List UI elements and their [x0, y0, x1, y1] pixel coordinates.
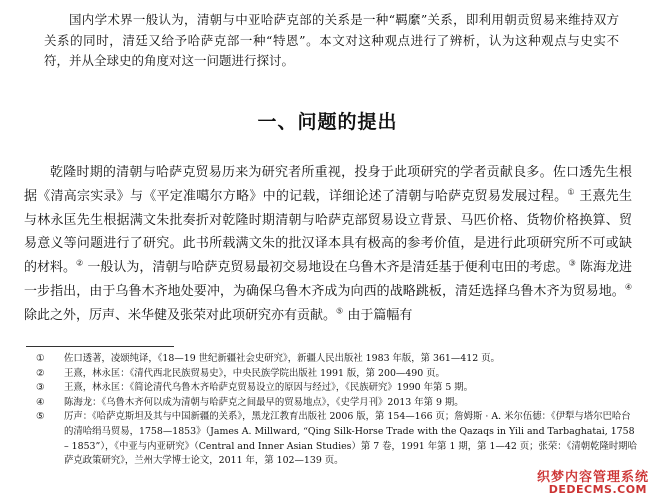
footnote-item [26, 396, 638, 411]
section-heading: 一、问题的提出 [257, 111, 398, 133]
footnote-number: ③ [36, 382, 45, 394]
footnote-text: 陈海龙：《乌鲁木齐何以成为清朝与哈萨克之间最早的贸易地点》，《史学月刊》2013 年第 9 期。 [64, 396, 464, 408]
footnote-text: 王熹，林永匡：《清代西北民族贸易史》，中央民族学院出版社 1991 版，第 200—490 页。 [64, 367, 445, 379]
body-paragraph [24, 161, 632, 328]
footnote-number: ① [36, 353, 45, 364]
watermark-url: DEDECMS.COM [548, 483, 647, 496]
footnote-number: ⑤ [36, 411, 45, 423]
footnote-text: 厉声：《哈萨克斯坦及其与中国新疆的关系》，黑龙江教育出版社 2006 版，第 154—166 页；詹姆斯 · A. 米尔伍德：《伊犁与塔尔巴哈台的清哈绢马贸易，1758—1853》（James A. Millward, “Qing Silk-Horse Trade with the Qazaqs in Yili and Tarbaghatai, 1758 – 1853”），《中亚与内亚研究》（Central and Inner Asian Studies）第 7 卷，1991 年第 1 期，第 1—42 页；张荣：《清朝乾隆时期哈萨克政策研究》，兰州大学博士论文，2011 年，第 102—139 页。 [64, 411, 637, 467]
footnote-ref-2[interactable]: ② [76, 258, 84, 268]
footnote-number: ④ [36, 396, 45, 408]
body-text-segment: 乾隆时期的清朝与哈萨克贸易历来为研究者所重视，投身于此项研究的学者贡献良多。佐口透先生根据《清高宗实录》与《平定准噶尔方略》中的记载，详细论述了清朝与哈萨克贸易发展过程。 [24, 165, 632, 204]
footnote-text: 佐口透著，凌颂纯译，《18—19 世纪新疆社会史研究》，新疆人民出版社 1983 年版，第 361—412 页。 [64, 353, 500, 364]
footnote-divider [26, 346, 174, 347]
footnote-number: ② [36, 367, 45, 379]
abstract-paragraph: 国内学术界一般认为，清朝与中亚哈萨克部的关系是一种“羁縻”关系，即利用朝贡贸易来维持双方关系的同时，清廷又给予哈萨克部一种“特恩”。本文对这种观点进行了辨析，认为这种观点与史实不符，并从全球史的角度对这一问题进行探讨。 [44, 12, 619, 68]
footnote-text: 王熹，林永匡：《简论清代乌鲁木齐哈萨克贸易设立的原因与经过》，《民族研究》1990 年第 5 期。 [64, 382, 474, 394]
body-text-segment: 一般认为，清朝与哈萨克贸易最初交易地设在乌鲁木齐是清廷基于便利屯田的考虑。 [83, 260, 569, 276]
footnote-ref-4[interactable]: ④ [624, 282, 632, 292]
footnote-ref-5[interactable]: ⑤ [336, 306, 344, 316]
body-text-segment: 除此之外，厉声、米华健及张荣对此项研究亦有贡献。 [24, 307, 337, 323]
footnote-ref-1[interactable]: ① [567, 187, 575, 197]
body-text-segment: 陈海龙进一步指出，由于乌鲁木齐地处要冲，为确保乌鲁木齐成为向西的战略跳板，清廷选择乌鲁木齐为贸易地。 [24, 260, 632, 299]
body-text-segment: 王熹先生与林永匡先生根据满文朱批奏折对乾隆时期清朝与哈萨克部贸易设立背景、马匹价格、货物价格换算、贸易意义等问题进行了研究。此书所载满文朱的批汉译本具有极高的参考价值，是进行此项研究所不可或缺的材料。 [24, 188, 632, 276]
footnote-item [26, 410, 638, 468]
footnote-list [26, 352, 638, 469]
body-text-segment: 由于篇幅有 [343, 307, 413, 323]
footnote-ref-3[interactable]: ③ [568, 258, 576, 268]
footnote-item [26, 381, 638, 396]
watermark-title: 织梦内容管理系统 [536, 470, 649, 485]
footnote-item [26, 367, 638, 382]
footnote-item [26, 352, 638, 367]
